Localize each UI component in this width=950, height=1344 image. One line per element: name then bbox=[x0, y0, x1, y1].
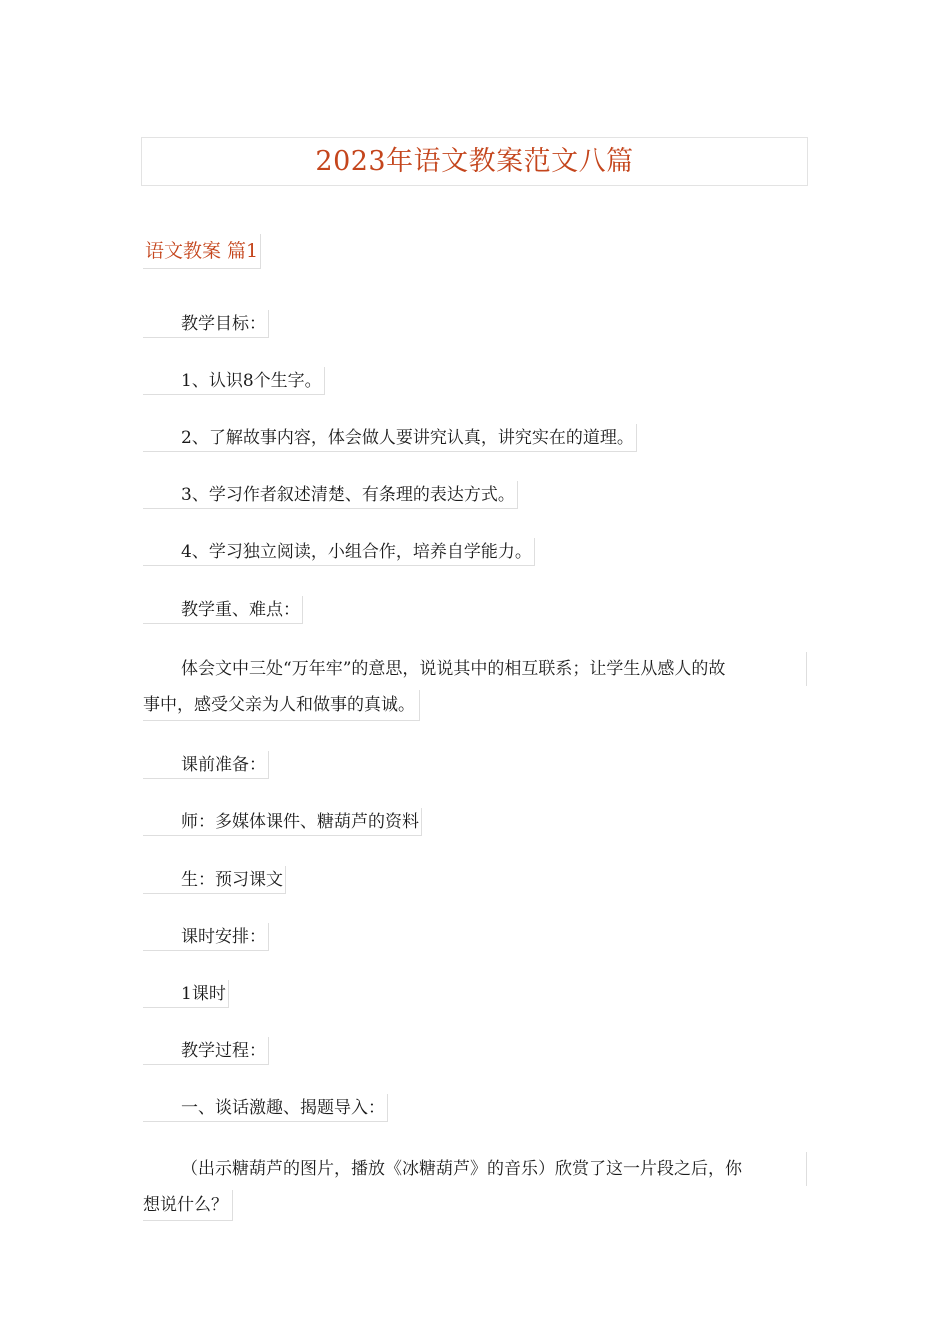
preparation-heading: 课前准备： bbox=[143, 751, 269, 779]
schedule-value: 1课时 bbox=[143, 980, 229, 1008]
goal-heading: 教学目标： bbox=[143, 310, 269, 338]
key-difficulty-heading: 教学重、难点： bbox=[143, 596, 303, 624]
paragraph-line: 体会文中三处“万年牢”的意思，说说其中的相互联系；让学生从感人的故 bbox=[143, 652, 807, 686]
goal-item-4: 4、学习独立阅读，小组合作，培养自学能力。 bbox=[143, 538, 535, 566]
process-heading: 教学过程： bbox=[143, 1037, 269, 1065]
document-title-box bbox=[141, 137, 808, 186]
preparation-teacher: 师：多媒体课件、糖葫芦的资料 bbox=[143, 808, 422, 836]
section-heading: 语文教案 篇1 bbox=[143, 234, 261, 269]
key-difficulty-paragraph bbox=[143, 652, 807, 724]
schedule-heading: 课时安排： bbox=[143, 923, 269, 951]
goal-item-3: 3、学习作者叙述清楚、有条理的表达方式。 bbox=[143, 481, 518, 509]
paragraph-line: 事中，感受父亲为人和做事的真诚。 bbox=[143, 690, 420, 721]
preparation-student: 生：预习课文 bbox=[143, 866, 286, 894]
step-1-heading: 一、谈话激趣、揭题导入： bbox=[143, 1094, 388, 1122]
step-1-paragraph bbox=[143, 1152, 807, 1224]
document-title: 2023年语文教案范文八篇 bbox=[315, 146, 634, 177]
paragraph-line: 想说什么？ bbox=[143, 1190, 233, 1221]
paragraph-line: （出示糖葫芦的图片，播放《冰糖葫芦》的音乐）欣赏了这一片段之后，你 bbox=[143, 1152, 807, 1186]
goal-item-1: 1、认识8个生字。 bbox=[143, 367, 325, 395]
goal-item-2: 2、了解故事内容，体会做人要讲究认真，讲究实在的道理。 bbox=[143, 424, 637, 452]
